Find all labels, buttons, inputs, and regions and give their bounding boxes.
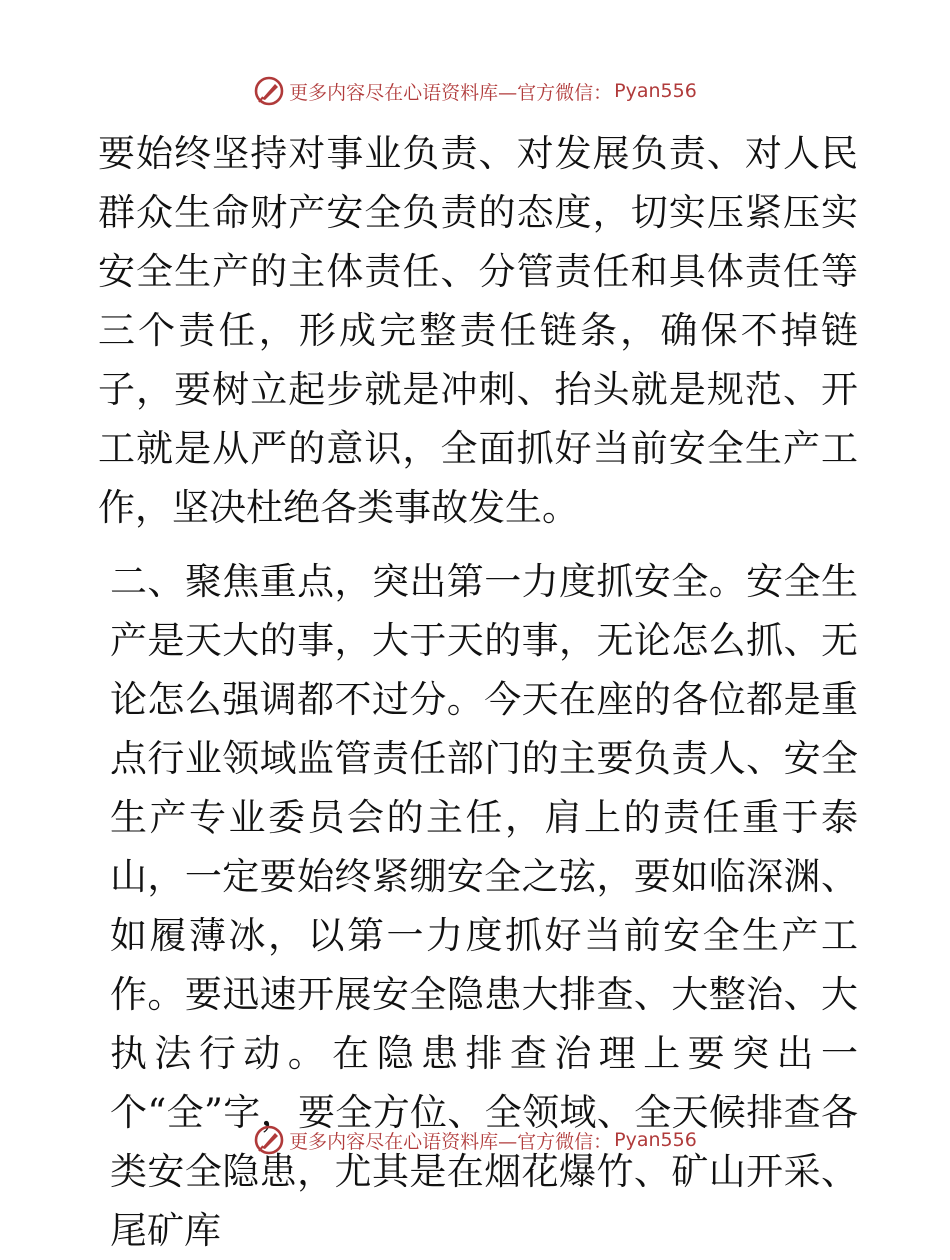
quill-logo-icon [253,1124,285,1156]
footer-watermark [0,1120,950,1160]
watermark-text: 更多内容尽在心语资料库—官方微信： [289,1130,613,1153]
document-body [98,124,858,1260]
paragraph-1: 要始终坚持对事业负责、对发展负责、对人民群众生命财产安全负责的态度，切实压紧压实安全生产的主体责任、分管责任和具体责任等三个责任，形成完整责任链条，确保不掉链子，要树立起步就是冲刺、抬头就是规范、开工就是从严的意识，全面抓好当前安全生产工作，坚决杜绝各类事故发生。 [98,132,858,529]
watermark-id: Pyan556 [614,80,697,102]
watermark-text: 更多内容尽在心语资料库—官方微信： [289,81,613,104]
paragraph-2: 二、聚焦重点，突出第一力度抓安全。安全生产是天大的事，大于天的事，无论怎么抓、无论怎么强调都不过分。今天在座的各位都是重点行业领域监管责任部门的主要负责人、安全生产专业委员会的主任，肩上的责任重于泰山，一定要始终紧绷安全之弦，要如临深渊、如履薄冰，以第一力度抓好当前安全生产工作。要迅速开展安全隐患大排查、大整治、大执法行动。在隐患排查治理上要突出一个“全”字，要全方位、全领域、全天候排查各类安全隐患，尤其是在烟花爆竹、矿山开采、尾矿库 [110,560,858,1252]
watermark-id: Pyan556 [614,1129,697,1151]
quill-logo-icon [253,75,285,107]
header-watermark [0,71,950,111]
